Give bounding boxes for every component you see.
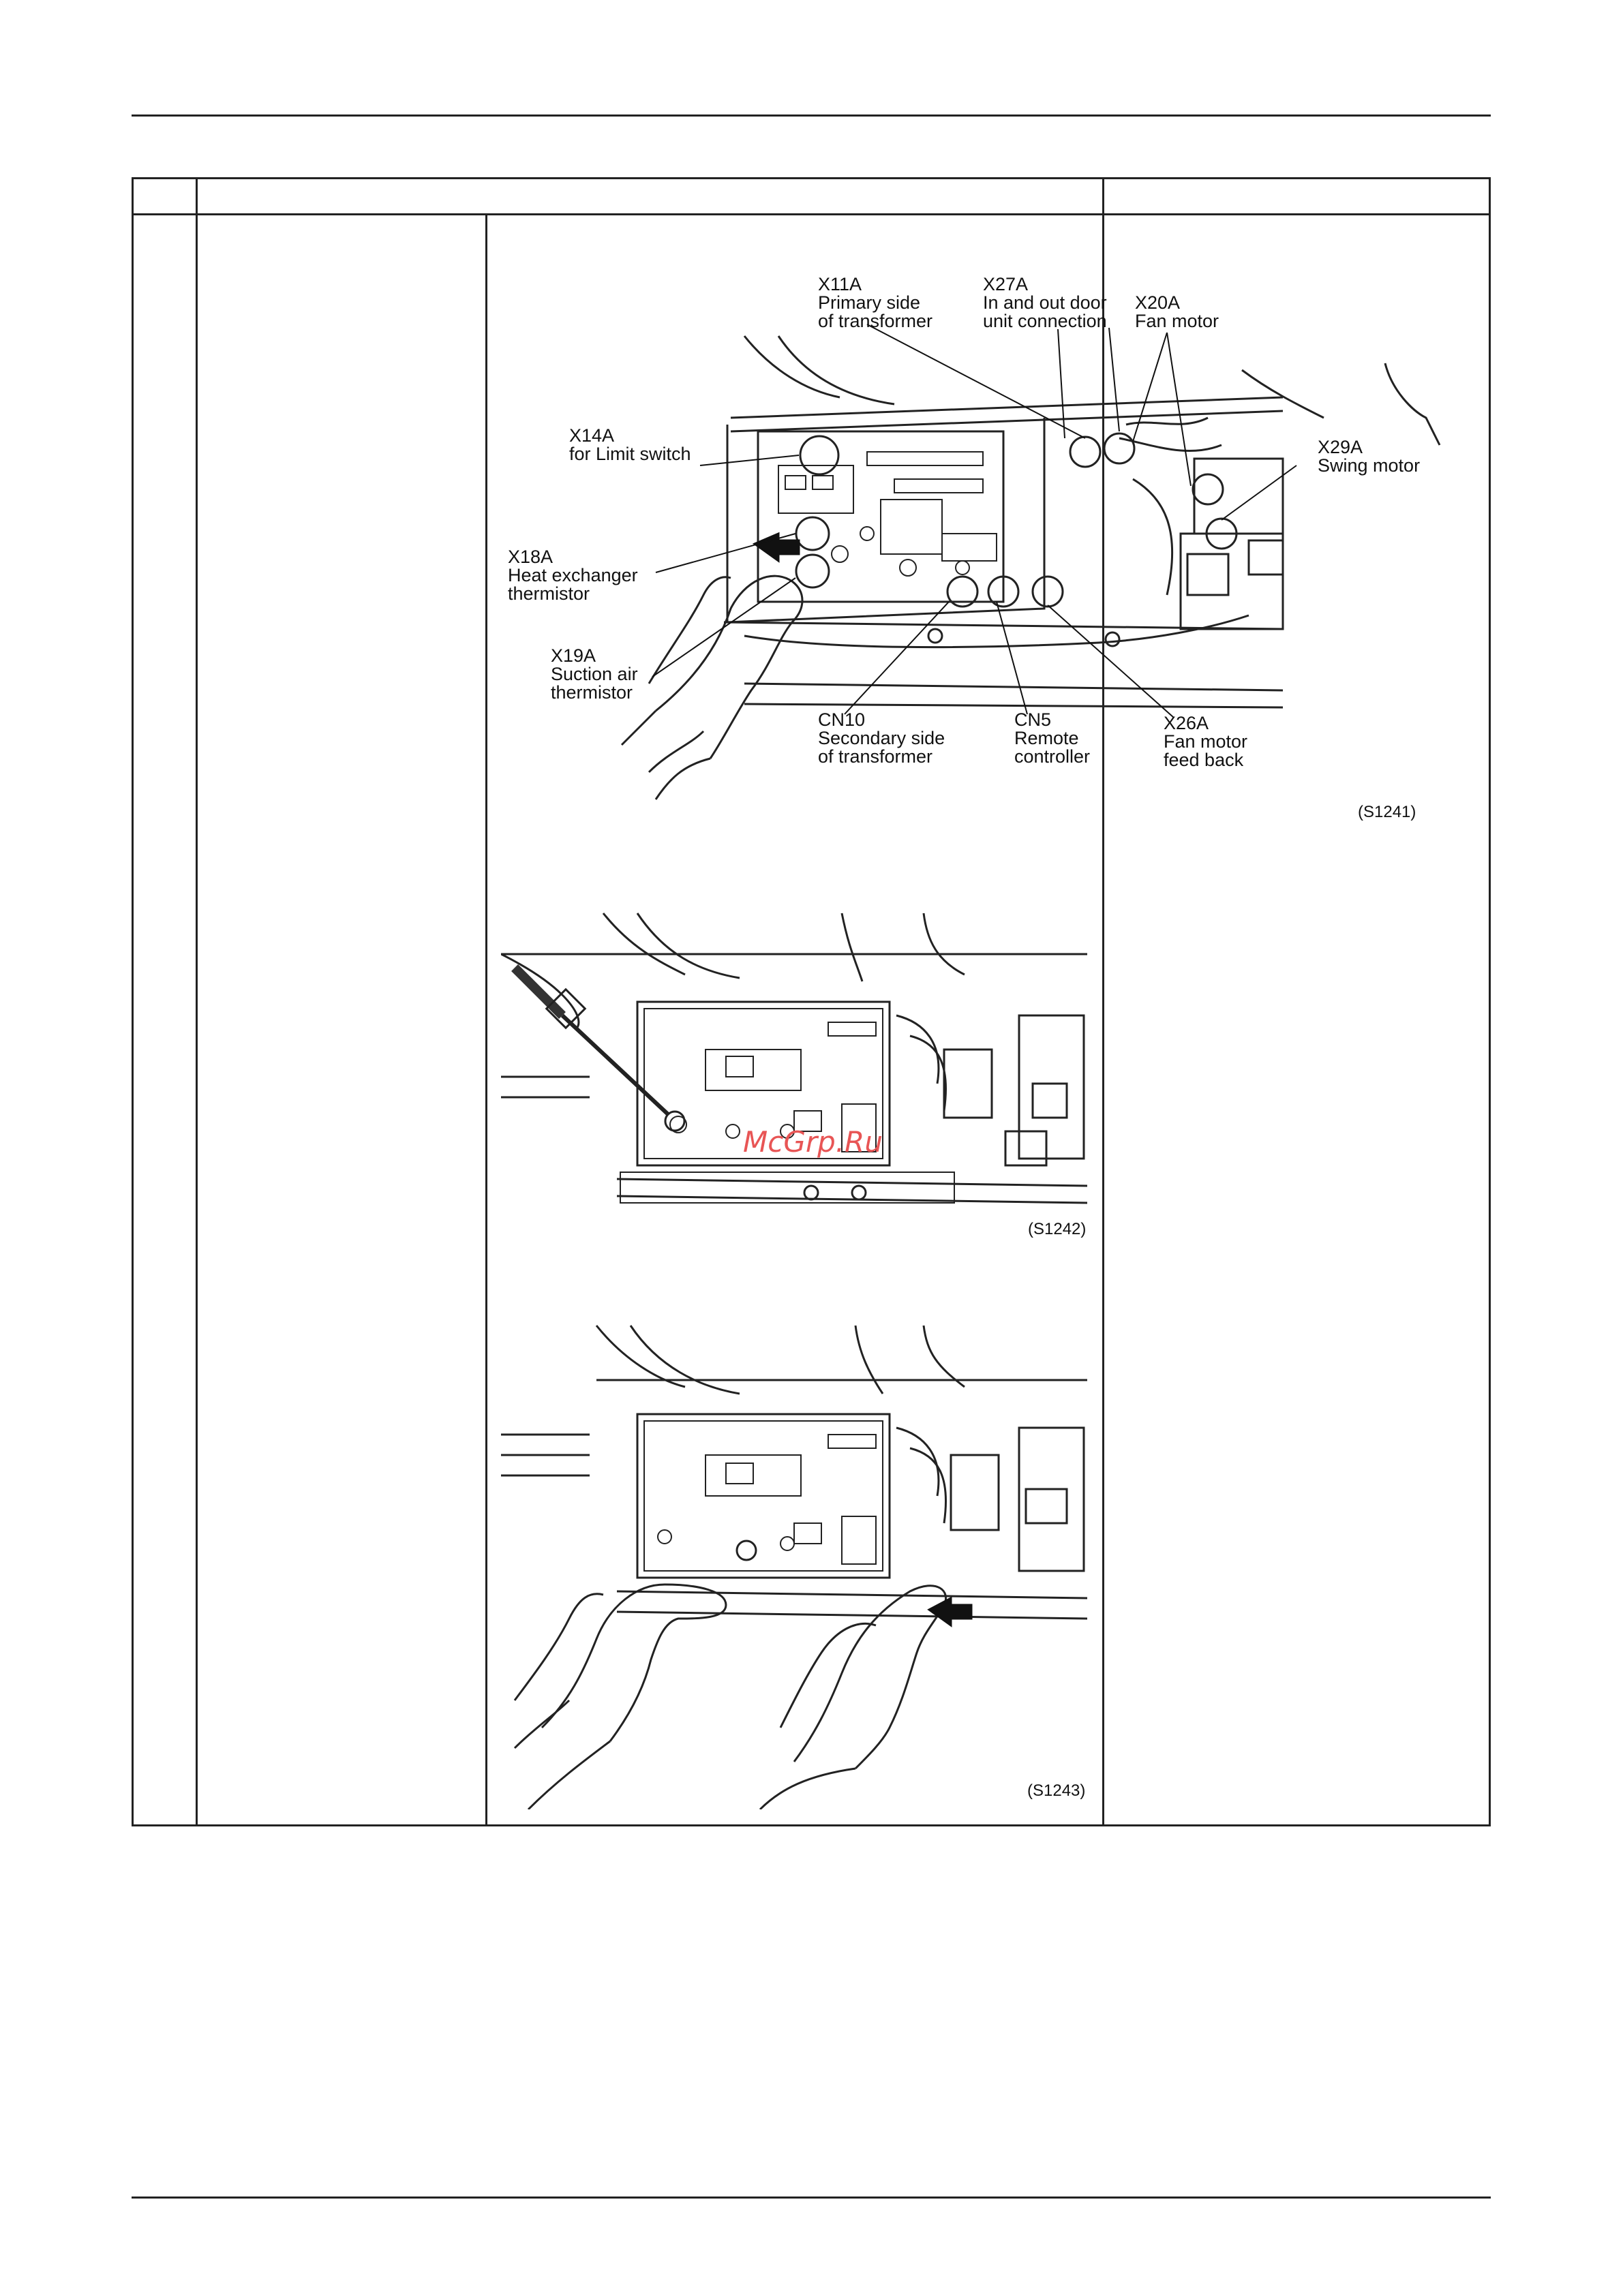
label-x18a-line2: thermistor [508,583,590,604]
figure-s1241 [485,213,1491,840]
label-x29a-line1: Swing motor [1318,455,1421,476]
label-x11a-line2: of transformer [818,311,933,331]
figure-s1242 [501,906,1087,1247]
label-x19a-line1: Suction air [551,664,638,684]
pcb-drawing-3 [501,1326,1087,1809]
label-x29a-code: X29A [1318,437,1363,457]
label-x18a-code: X18A [508,547,553,567]
label-x26a-line1: Fan motor [1164,731,1248,752]
label-cn10-line2: of transformer [818,746,933,767]
label-x26a-code: X26A [1164,713,1209,733]
label-x11a-line1: Primary side [818,292,921,313]
bottom-rule [132,2196,1491,2199]
watermark: McGrp.Ru [743,1125,883,1159]
pcb-drawing-2 [501,913,1087,1203]
table-col-step [196,177,198,1826]
label-x20a-code: X20A [1135,292,1181,313]
label-x14a-code: X14A [569,425,615,446]
label-x11a-code: X11A [818,274,862,294]
figure3-ref: (S1243) [1027,1781,1086,1800]
figure1-ref: (S1241) [1358,803,1416,821]
top-rule [132,114,1491,117]
label-x27a-line2: unit connection [983,311,1107,331]
label-cn5-line2: controller [1014,746,1091,767]
figure-s1243 [501,1319,1087,1809]
label-x27a-code: X27A [983,274,1029,294]
figure2-ref: (S1242) [1028,1220,1087,1238]
label-cn10-code: CN10 [818,709,866,730]
label-x18a-line1: Heat exchanger [508,565,638,585]
label-x14a-line1: for Limit switch [569,444,691,464]
label-x26a-line2: feed back [1164,750,1244,770]
label-cn5-code: CN5 [1014,709,1052,730]
label-cn5-line1: Remote [1014,728,1079,748]
label-x20a-line1: Fan motor [1135,311,1219,331]
label-x19a-code: X19A [551,645,596,666]
callout-leaders [652,324,1296,718]
label-cn10-line1: Secondary side [818,728,945,748]
label-x27a-line1: In and out door [983,292,1107,313]
label-x19a-line2: thermistor [551,682,633,703]
